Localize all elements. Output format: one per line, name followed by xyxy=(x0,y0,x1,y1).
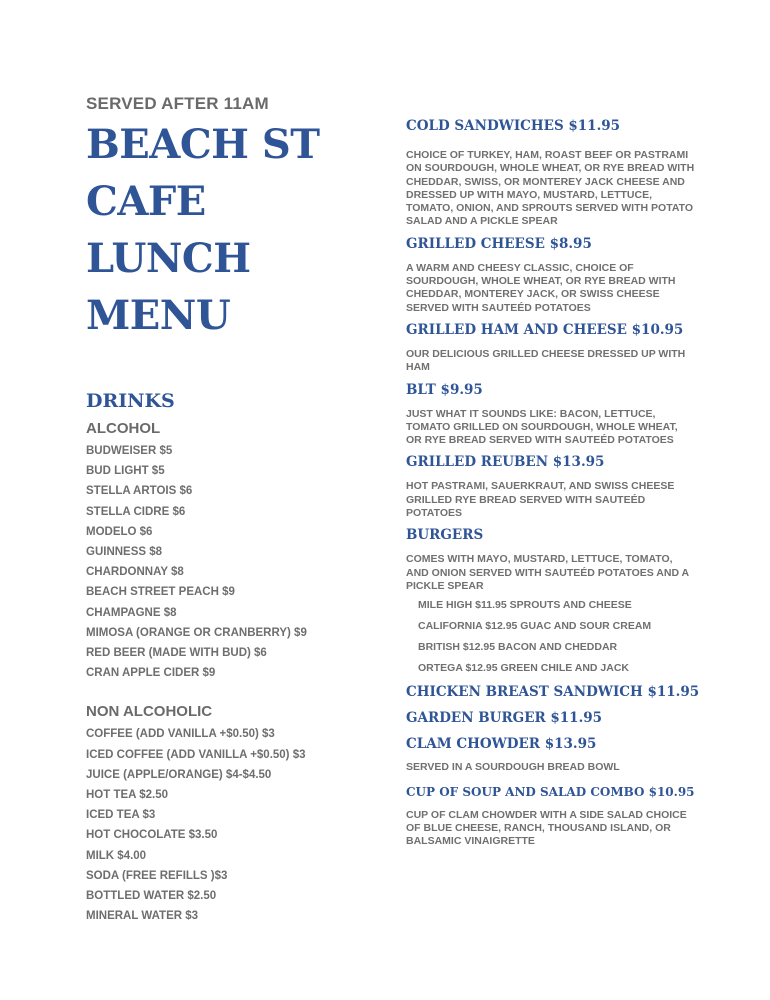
burger-option: BRITISH $12.95 BACON AND CHEDDAR xyxy=(418,641,618,654)
drink-item: MILK $4.00 xyxy=(86,849,147,862)
soup-salad-heading: CUP OF SOUP AND SALAD COMBO $10.95 xyxy=(406,784,695,799)
title-line: BEACH ST xyxy=(86,121,320,168)
drink-item: MINERAL WATER $3 xyxy=(86,910,199,923)
burger-options-list xyxy=(406,595,696,679)
grilled-ham-cheese-description: OUR DELICIOUS GRILLED CHEESE DRESSED UP WITH HAM xyxy=(406,347,686,374)
drinks-heading: DRINKS xyxy=(86,390,175,412)
drink-item: MIMOSA (ORANGE OR CRANBERRY) $9 xyxy=(86,626,307,639)
drink-item: MODELO $6 xyxy=(86,525,153,538)
chicken-breast-heading: CHICKEN BREAST SANDWICH $11.95 xyxy=(406,684,700,701)
page-title xyxy=(86,116,386,344)
title-line: MENU xyxy=(86,292,231,339)
clam-chowder-heading: CLAM CHOWDER $13.95 xyxy=(406,736,597,753)
drink-item: BUD LIGHT $5 xyxy=(86,465,165,478)
drink-item: STELLA CIDRE $6 xyxy=(86,505,186,518)
drink-item: CHARDONNAY $8 xyxy=(86,566,184,579)
title-line: LUNCH xyxy=(86,235,251,282)
grilled-reuben-description: HOT PASTRAMI, SAUERKRAUT, AND SWISS CHEESE GRILLED RYE BREAD SERVED WITH SAUTEÉD POTATOES xyxy=(406,480,675,520)
drink-item: COFFEE (ADD VANILLA +$0.50) $3 xyxy=(86,728,275,741)
clam-chowder-description: SERVED IN A SOURDOUGH BREAD BOWL xyxy=(406,761,620,774)
blt-heading: BLT $9.95 xyxy=(406,381,483,398)
grilled-cheese-heading: GRILLED CHEESE $8.95 xyxy=(406,235,592,252)
drink-item: CHAMPAGNE $8 xyxy=(86,606,177,619)
non-alcoholic-heading: NON ALCOHOLIC xyxy=(86,703,213,721)
drink-item: BOTTLED WATER $2.50 xyxy=(86,890,217,903)
burger-option: CALIFORNIA $12.95 GUAC AND SOUR CREAM xyxy=(418,620,652,633)
alcohol-heading: ALCOHOL xyxy=(86,420,161,437)
drink-item: STELLA ARTOIS $6 xyxy=(86,485,193,498)
drink-item: RED BEER (MADE WITH BUD) $6 xyxy=(86,647,267,660)
burgers-description: COMES WITH MAYO, MUSTARD, LETTUCE, TOMATO, AND ONION SERVED WITH SAUTEÉD POTATOES AND A PICKLE SPEAR xyxy=(406,553,689,592)
blt-description: JUST WHAT IT SOUNDS LIKE: BACON, LETTUCE, TOMATO GRILLED ON SOURDOUGH, WHOLE WHEAT, OR RYE BREAD SERVED WITH SAUTEÉD POTATOES xyxy=(406,407,678,447)
grilled-cheese-description: A WARM AND CHEESY CLASSIC, CHOICE OF SOURDOUGH, WHOLE WHEAT, OR RYE BREAD WITH CHEDDAR, MONTEREY JACK, OR SWISS CHEESE SERVED WITH SAUTEÉD POTATOES xyxy=(406,261,676,314)
grilled-ham-cheese-heading: GRILLED HAM AND CHEESE $10.95 xyxy=(406,321,684,338)
drink-item: BEACH STREET PEACH $9 xyxy=(86,586,235,599)
alcohol-list xyxy=(86,441,386,683)
drink-item: SODA (FREE REFILLS )$3 xyxy=(86,869,228,882)
drink-item: HOT CHOCOLATE $3.50 xyxy=(86,829,218,842)
cold-sandwiches-heading: COLD SANDWICHES $11.95 xyxy=(406,118,621,134)
garden-burger-heading: GARDEN BURGER $11.95 xyxy=(406,710,603,727)
title-line: CAFE xyxy=(86,178,206,225)
burger-option: ORTEGA $12.95 GREEN CHILE AND JACK xyxy=(418,662,630,675)
burgers-heading: BURGERS xyxy=(406,527,484,544)
drink-item: JUICE (APPLE/ORANGE) $4-$4.50 xyxy=(86,768,272,781)
cold-sandwiches-description: CHOICE OF TURKEY, HAM, ROAST BEEF OR PASTRAMI ON SOURDOUGH, WHOLE WHEAT, OR RYE BREAD WITH CHEDDAR, SWISS, OR MONTEREY JACK CHEESE AND DRESSED UP WITH MAYO, MUSTARD, LETTUCE, TOMATO, ONION, AND SPROUTS SERVED WITH POTATO SALAD AND A PICKLE SPEAR xyxy=(406,149,695,228)
soup-salad-description: CUP OF CLAM CHOWDER WITH A SIDE SALAD CHOICE OF BLUE CHEESE, RANCH, THOUSAND ISLAND, OR BALSAMIC VINAIGRETTE xyxy=(406,808,687,848)
right-column xyxy=(406,117,700,848)
drink-item: GUINNESS $8 xyxy=(86,546,163,559)
drink-item: ICED TEA $3 xyxy=(86,809,156,822)
drink-item: HOT TEA $2.50 xyxy=(86,789,169,802)
drink-item: BUDWEISER $5 xyxy=(86,445,173,457)
drink-item: ICED COFFEE (ADD VANILLA +$0.50) $3 xyxy=(86,748,306,761)
burger-option: MILE HIGH $11.95 SPROUTS AND CHEESE xyxy=(418,599,632,612)
served-after-note: SERVED AFTER 11AM xyxy=(86,94,269,113)
left-column xyxy=(86,92,386,926)
non-alcoholic-list xyxy=(86,724,386,926)
grilled-reuben-heading: GRILLED REUBEN $13.95 xyxy=(406,454,605,471)
drink-item: CRAN APPLE CIDER $9 xyxy=(86,667,216,680)
